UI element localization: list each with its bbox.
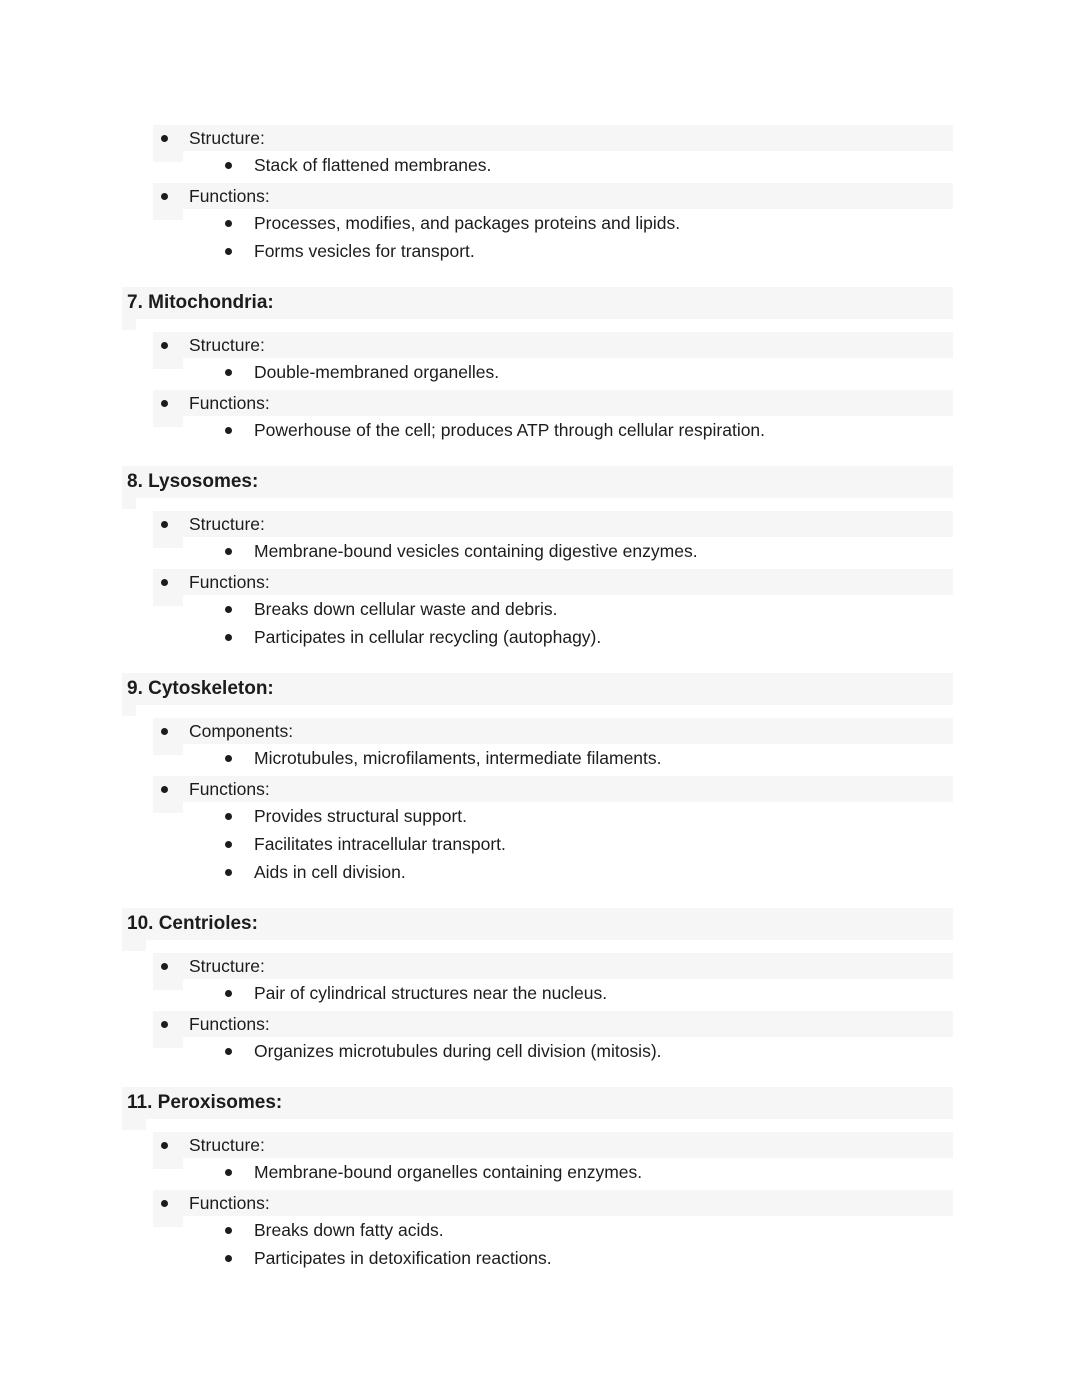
bullet-icon <box>225 1255 232 1262</box>
bullet-icon <box>161 193 168 200</box>
bullet-icon <box>161 135 168 142</box>
bullet-icon <box>161 1200 168 1207</box>
bullet-icon <box>225 548 232 555</box>
bullet-icon <box>225 369 232 376</box>
bullet-list-item <box>153 718 953 744</box>
bullet-icon <box>225 990 232 997</box>
list-item-text: Membrane-bound organelles containing enzymes. <box>254 1162 643 1182</box>
section-heading: 10. Centrioles: <box>122 908 953 940</box>
bullet-list-item <box>153 1132 953 1158</box>
bullet-list-item <box>153 183 953 209</box>
document-section <box>127 1087 953 1272</box>
list-item-text: Provides structural support. <box>254 806 468 826</box>
bullet-icon <box>225 1227 232 1234</box>
bullet-icon <box>161 579 168 586</box>
document-section <box>127 125 953 265</box>
list-item-text: Membrane-bound vesicles containing digestive enzymes. <box>254 541 698 561</box>
sub-bullet-list-item <box>127 537 953 565</box>
bullet-icon <box>161 728 168 735</box>
sub-bullet-list-item <box>127 1037 953 1065</box>
list-item-text: Breaks down fatty acids. <box>254 1220 444 1240</box>
bullet-icon <box>225 248 232 255</box>
bullet-list-item <box>153 1011 953 1037</box>
sub-bullet-list-item <box>127 744 953 772</box>
list-item-text: Stack of flattened membranes. <box>254 155 492 175</box>
list-item-text: Forms vesicles for transport. <box>254 241 475 261</box>
bullet-icon <box>225 755 232 762</box>
bullet-icon <box>225 841 232 848</box>
list-item-text: Components: <box>189 721 294 741</box>
list-item-text: Functions: <box>189 1014 270 1034</box>
bullet-icon <box>161 342 168 349</box>
list-item-text: Powerhouse of the cell; produces ATP through cellular respiration. <box>254 420 766 440</box>
list-item-text: Structure: <box>189 1135 265 1155</box>
bullet-icon <box>161 963 168 970</box>
bullet-icon <box>225 606 232 613</box>
list-item-text: Breaks down cellular waste and debris. <box>254 599 558 619</box>
bullet-list-item <box>153 953 953 979</box>
list-item-text: Participates in detoxification reactions. <box>254 1248 552 1268</box>
sub-bullet-list-item <box>127 1158 953 1186</box>
bullet-list-item <box>153 390 953 416</box>
bullet-icon <box>225 162 232 169</box>
list-item-text: Organizes microtubules during cell division (mitosis). <box>254 1041 662 1061</box>
list-item-text: Structure: <box>189 956 265 976</box>
bullet-list-item <box>153 569 953 595</box>
list-item-text: Double-membraned organelles. <box>254 362 500 382</box>
sub-bullet-list-item <box>127 858 953 886</box>
list-item-text: Functions: <box>189 1193 270 1213</box>
section-heading: 11. Peroxisomes: <box>122 1087 953 1119</box>
bullet-icon <box>161 1021 168 1028</box>
bullet-icon <box>161 1142 168 1149</box>
bullet-list-item <box>153 125 953 151</box>
list-item-text: Functions: <box>189 393 270 413</box>
sub-bullet-list-item <box>127 358 953 386</box>
bullet-list-item <box>153 332 953 358</box>
list-item-text: Pair of cylindrical structures near the nucleus. <box>254 983 608 1003</box>
sub-bullet-list-item <box>127 830 953 858</box>
section-heading: 8. Lysosomes: <box>122 466 953 498</box>
list-item-text: Structure: <box>189 335 265 355</box>
list-item-text: Aids in cell division. <box>254 862 406 882</box>
bullet-icon <box>161 400 168 407</box>
list-item-text: Processes, modifies, and packages proteins and lipids. <box>254 213 681 233</box>
sub-bullet-list-item <box>127 416 953 444</box>
sub-bullet-list-item <box>127 979 953 1007</box>
bullet-icon <box>225 1048 232 1055</box>
sub-bullet-list-item <box>127 1244 953 1272</box>
section-heading: 9. Cytoskeleton: <box>122 673 953 705</box>
sub-bullet-list-item <box>127 802 953 830</box>
sub-bullet-list-item <box>127 1216 953 1244</box>
bullet-icon <box>225 634 232 641</box>
bullet-icon <box>161 521 168 528</box>
section-heading: 7. Mitochondria: <box>122 287 953 319</box>
bullet-list-item <box>153 511 953 537</box>
bullet-icon <box>225 220 232 227</box>
bullet-icon <box>161 786 168 793</box>
sub-bullet-list-item <box>127 237 953 265</box>
list-item-text: Functions: <box>189 572 270 592</box>
list-item-text: Structure: <box>189 514 265 534</box>
list-item-text: Microtubules, microfilaments, intermediate filaments. <box>254 748 662 768</box>
document-section <box>127 673 953 886</box>
sub-bullet-list-item <box>127 209 953 237</box>
sub-bullet-list-item <box>127 151 953 179</box>
bullet-list-item <box>153 776 953 802</box>
list-item-text: Participates in cellular recycling (autophagy). <box>254 627 602 647</box>
bullet-icon <box>225 1169 232 1176</box>
list-item-text: Functions: <box>189 779 270 799</box>
bullet-icon <box>225 813 232 820</box>
bullet-list-item <box>153 1190 953 1216</box>
document-section <box>127 908 953 1065</box>
bullet-icon <box>225 427 232 434</box>
bullet-icon <box>225 869 232 876</box>
sub-bullet-list-item <box>127 595 953 623</box>
sub-bullet-list-item <box>127 623 953 651</box>
list-item-text: Functions: <box>189 186 270 206</box>
list-item-text: Structure: <box>189 128 265 148</box>
list-item-text: Facilitates intracellular transport. <box>254 834 506 854</box>
document-section <box>127 287 953 444</box>
document-section <box>127 466 953 651</box>
